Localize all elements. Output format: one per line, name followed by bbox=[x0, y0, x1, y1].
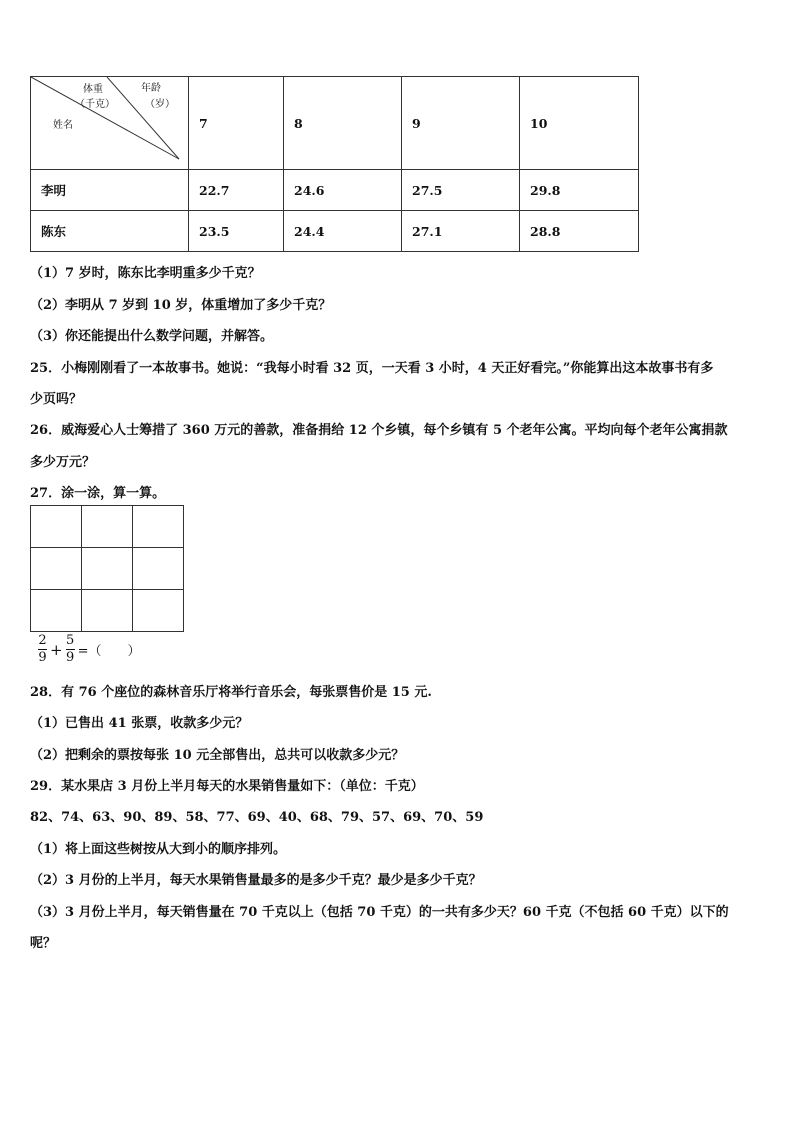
weight-value: 29.8 bbox=[520, 170, 639, 211]
question-24-3: （3）你还能提出什么数学问题，并解答。 bbox=[30, 329, 274, 344]
grid-cell[interactable] bbox=[82, 548, 133, 590]
age-cell: 8 bbox=[284, 77, 402, 170]
fraction-denominator: 9 bbox=[65, 650, 75, 665]
weight-table bbox=[30, 76, 639, 252]
table-row bbox=[31, 211, 639, 252]
question-29-1: （1）将上面这些树按从大到小的顺序排列。 bbox=[30, 842, 287, 857]
question-28: 28．有 76 个座位的森林音乐厅将举行音乐会，每张票售价是 15 元. bbox=[30, 685, 432, 700]
grid-cell[interactable] bbox=[31, 590, 82, 632]
weight-value: 22.7 bbox=[189, 170, 284, 211]
fraction-denominator: 9 bbox=[38, 650, 47, 665]
question-27: 27．涂一涂，算一算。 bbox=[30, 486, 166, 501]
weight-unit: （千克） bbox=[75, 99, 115, 110]
question-24-1: （1）7 岁时，陈东比李明重多少千克？ bbox=[30, 266, 261, 281]
fraction-5-9 bbox=[66, 634, 75, 665]
question-29-data: 82、74、63、90、89、58、77、69、40、68、79、57、69、70、59 bbox=[30, 810, 484, 825]
question-29: 29．某水果店 3 月份上半月每天的水果销售量如下：（单位：千克） bbox=[30, 779, 424, 794]
weight-value: 24.6 bbox=[284, 170, 402, 211]
weight-label: 体重 bbox=[83, 84, 103, 95]
fraction-numerator: 2 bbox=[38, 633, 47, 648]
age-cell: 7 bbox=[189, 77, 284, 170]
age-cell: 9 bbox=[402, 77, 520, 170]
answer-blank[interactable]: =（ ） bbox=[77, 644, 141, 659]
fraction-numerator: 5 bbox=[65, 633, 75, 648]
coloring-grid[interactable] bbox=[30, 505, 184, 632]
row-name: 李明 bbox=[31, 170, 189, 211]
question-28-1: （1）已售出 41 张票，收款多少元？ bbox=[30, 716, 249, 731]
age-label: 年龄 bbox=[141, 83, 161, 94]
weight-value: 23.5 bbox=[189, 211, 284, 252]
age-cell: 10 bbox=[520, 77, 639, 170]
grid-cell[interactable] bbox=[133, 590, 184, 632]
question-24-2: （2）李明从 7 岁到 10 岁，体重增加了多少千克？ bbox=[30, 298, 332, 313]
age-unit: （岁） bbox=[145, 99, 175, 110]
weight-value: 24.4 bbox=[284, 211, 402, 252]
diagonal-header-cell bbox=[31, 77, 189, 170]
table-row bbox=[31, 170, 639, 211]
fraction-2-9 bbox=[38, 634, 47, 665]
weight-value: 27.5 bbox=[402, 170, 520, 211]
grid-cell[interactable] bbox=[31, 548, 82, 590]
question-29-2: （2）3 月份的上半月，每天水果销售量最多的是多少千克？最少是多少千克？ bbox=[30, 873, 482, 888]
grid-cell[interactable] bbox=[133, 506, 184, 548]
question-26-line-1: 26．威海爱心人士筹措了 360 万元的善款，准备捐给 12 个乡镇，每个乡镇有 5 个老年公寓。平均向每个老年公寓捐款 bbox=[30, 423, 728, 438]
grid-cell[interactable] bbox=[82, 590, 133, 632]
weight-value: 27.1 bbox=[402, 211, 520, 252]
question-29-3-line-2: 呢？ bbox=[30, 936, 57, 951]
question-29-3-line-1: （3）3 月份上半月，每天销售量在 70 千克以上（包括 70 千克）的一共有多少天？60 千克（不包括 60 千克）以下的 bbox=[30, 905, 729, 920]
grid-cell[interactable] bbox=[133, 548, 184, 590]
question-28-2: （2）把剩余的票按每张 10 元全部售出，总共可以收款多少元？ bbox=[30, 748, 405, 763]
grid-cell[interactable] bbox=[82, 506, 133, 548]
plus-sign: + bbox=[50, 640, 63, 659]
row-name: 陈东 bbox=[31, 211, 189, 252]
fraction-expression bbox=[38, 634, 140, 665]
name-label: 姓名 bbox=[53, 120, 73, 131]
table-header-row bbox=[31, 77, 639, 170]
question-25-line-1: 25．小梅刚刚看了一本故事书。她说：“我每小时看 32 页，一天看 3 小时，4 天正好看完。”你能算出这本故事书有多 bbox=[30, 361, 714, 376]
question-26-line-2: 多少万元？ bbox=[30, 455, 96, 470]
grid-cell[interactable] bbox=[31, 506, 82, 548]
weight-value: 28.8 bbox=[520, 211, 639, 252]
question-25-line-2: 少页吗？ bbox=[30, 392, 83, 407]
